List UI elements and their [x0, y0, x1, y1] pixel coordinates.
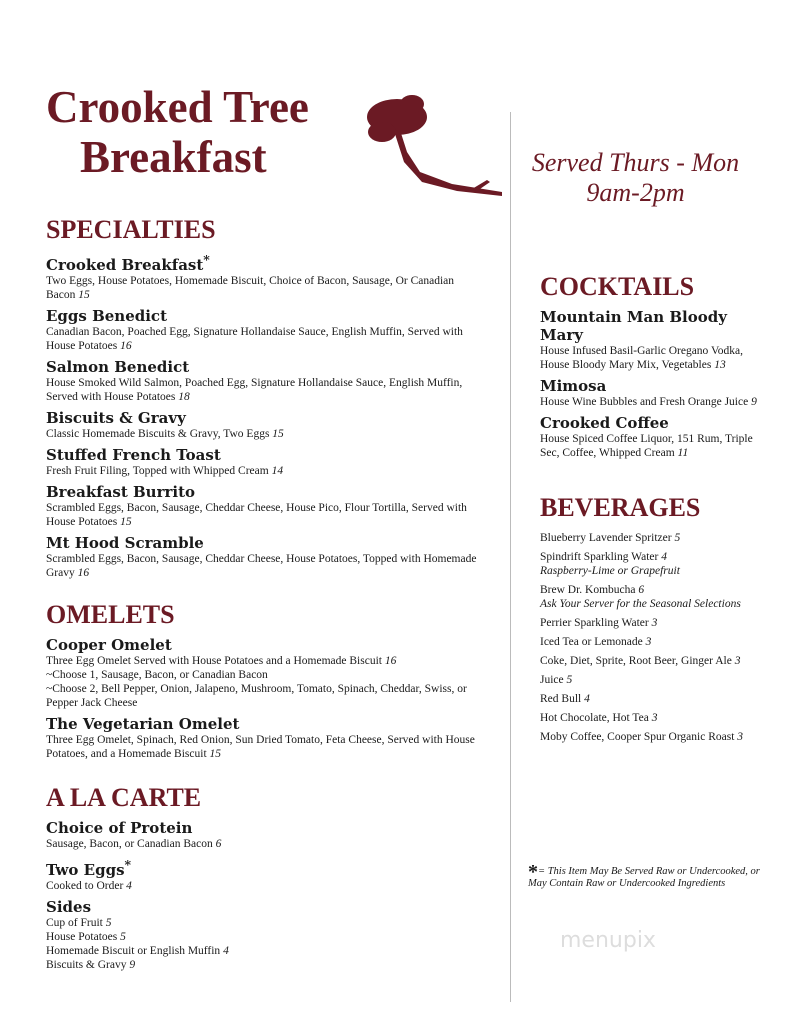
item-name: Eggs Benedict — [46, 307, 167, 325]
item-description: Two Eggs, House Potatoes, Homemade Biscuit, Choice of Bacon, Sausage, Or Canadian Bacon 15 — [46, 275, 455, 301]
item-price: 3 — [645, 636, 652, 648]
beverage-item: Blueberry Lavender Spritzer 5 — [540, 532, 681, 544]
asterisk: * — [203, 252, 210, 267]
item-description: Cooked to Order 4 — [46, 880, 132, 892]
item-price: 9 — [129, 959, 136, 971]
menu-title — [46, 82, 309, 182]
side-item: Biscuits & Gravy 9 — [46, 959, 136, 971]
item-description: Canadian Bacon, Poached Egg, Signature Hollandaise Sauce, English Muffin, Served with House Potatoes 16 — [46, 326, 463, 352]
section-heading: SPECIALTIES — [46, 215, 216, 244]
item-description: Three Egg Omelet Served with House Potatoes and a Homemade Biscuit 16 — [46, 655, 397, 667]
menu-item — [46, 409, 486, 441]
menu-item-sides — [46, 898, 486, 972]
item-price: 5 — [120, 931, 126, 943]
item-price: 16 — [120, 340, 132, 352]
item-description: Classic Homemade Biscuits & Gravy, Two Eggs 15 — [46, 428, 284, 440]
beverage-item: Juice 5 — [540, 674, 573, 686]
cocktails-section — [540, 272, 770, 465]
item-description: House Smoked Wild Salmon, Poached Egg, Signature Hollandaise Sauce, English Muffin, Served with House Potatoes 18 — [46, 377, 463, 403]
item-name: Two Eggs* — [46, 857, 132, 879]
item-name: Cooper Omelet — [46, 636, 172, 654]
item-price: 13 — [714, 359, 726, 371]
item-description: Fresh Fruit Filing, Topped with Whipped Cream 14 — [46, 465, 284, 477]
title-line-1: Crooked Tree — [46, 82, 309, 132]
menu-item — [540, 308, 770, 372]
menu-item — [46, 534, 486, 580]
item-price: 4 — [126, 880, 132, 892]
item-price: 15 — [209, 748, 222, 760]
item-name: Mt Hood Scramble — [46, 534, 204, 552]
menu-item — [46, 446, 486, 478]
beverage-item: Moby Coffee, Cooper Spur Organic Roast 3 — [540, 731, 744, 743]
beverage-item: Red Bull 4 — [540, 693, 590, 705]
item-price: 6 — [638, 584, 645, 596]
menu-item — [46, 856, 486, 893]
item-price: 5 — [105, 917, 112, 929]
watermark: menupix — [560, 928, 656, 953]
menu-item — [540, 377, 770, 409]
item-price: 16 — [77, 567, 90, 579]
item-description: House Wine Bubbles and Fresh Orange Juice 9 — [540, 396, 757, 408]
beverage-note: Ask Your Server for the Seasonal Selections — [540, 598, 741, 610]
item-price: 15 — [272, 428, 284, 440]
item-price: 4 — [584, 693, 590, 705]
item-option: ~Choose 1, Sausage, Bacon, or Canadian Bacon — [46, 669, 268, 681]
side-item: House Potatoes 5 — [46, 931, 126, 943]
menu-item — [540, 414, 770, 460]
item-price: 3 — [651, 617, 658, 629]
item-price: 16 — [384, 655, 397, 667]
a-la-carte-section — [46, 783, 486, 977]
served-hours: 9am-2pm — [586, 178, 685, 207]
item-price: 3 — [651, 712, 658, 724]
section-heading: BEVERAGES — [540, 493, 701, 522]
item-price: 6 — [215, 838, 222, 850]
asterisk: * — [124, 857, 132, 872]
item-price: 5 — [674, 532, 681, 544]
specialties-section — [46, 215, 486, 585]
raw-food-footnote: *= This Item May Be Served Raw or Undercooked, or May Contain Raw or Undercooked Ingredients — [528, 861, 760, 889]
item-name: Crooked Coffee — [540, 414, 669, 432]
item-price: 4 — [223, 945, 229, 957]
menu-item — [46, 358, 486, 404]
menu-item — [46, 307, 486, 353]
item-name: The Vegetarian Omelet — [46, 715, 240, 733]
menu-item — [46, 715, 486, 761]
item-name: Biscuits & Gravy — [46, 409, 186, 427]
item-name: Stuffed French Toast — [46, 446, 221, 464]
item-price: 15 — [78, 289, 90, 301]
beverage-item: Coke, Diet, Sprite, Root Beer, Ginger Ale 3 — [540, 655, 741, 667]
asterisk: * — [528, 861, 538, 883]
menu-item — [46, 251, 486, 302]
item-price: 5 — [566, 674, 573, 686]
beverage-note: Raspberry-Lime or Grapefruit — [540, 565, 680, 577]
omelets-section — [46, 600, 486, 766]
item-name: Choice of Protein — [46, 819, 193, 837]
item-name: Crooked Breakfast* — [46, 252, 210, 274]
menu-item — [46, 819, 486, 851]
item-price: 11 — [677, 447, 689, 459]
beverage-item: Perrier Sparkling Water 3 — [540, 617, 658, 629]
item-description: Scrambled Eggs, Bacon, Sausage, Cheddar Cheese, House Pico, Flour Tortilla, Served with House Potatoes 15 — [46, 502, 467, 528]
section-heading: COCKTAILS — [540, 272, 695, 301]
beverage-item: Brew Dr. Kombucha 6 Ask Your Server for the Seasonal Selections — [540, 583, 780, 611]
item-name: Mimosa — [540, 377, 607, 395]
column-divider — [510, 112, 511, 1002]
beverages-section — [540, 493, 780, 749]
item-description: House Spiced Coffee Liquor, 151 Rum, Triple Sec, Coffee, Whipped Cream 11 — [540, 433, 753, 459]
section-heading: OMELETS — [46, 600, 175, 629]
title-line-2: Breakfast — [80, 132, 267, 182]
served-days: Served Thurs - Mon — [531, 148, 740, 177]
item-description: Sausage, Bacon, or Canadian Bacon 6 — [46, 838, 222, 850]
side-item: Homemade Biscuit or English Muffin 4 — [46, 945, 229, 957]
item-price: 14 — [271, 465, 284, 477]
item-price: 3 — [737, 731, 744, 743]
menu-item — [46, 636, 486, 710]
side-item: Cup of Fruit 5 — [46, 917, 112, 929]
beverage-item: Iced Tea or Lemonade 3 — [540, 636, 652, 648]
item-option: ~Choose 2, Bell Pepper, Onion, Jalapeno, Mushroom, Tomato, Spinach, Cheddar, Swiss, or Pepper Jack Cheese — [46, 683, 467, 709]
menu-item — [46, 483, 486, 529]
crooked-tree-logo-icon — [362, 92, 507, 202]
item-name: Salmon Benedict — [46, 358, 190, 376]
beverage-item: Spindrift Sparkling Water 4 Raspberry-Lime or Grapefruit — [540, 550, 780, 578]
item-price: 9 — [751, 396, 757, 408]
item-price: 18 — [178, 391, 190, 403]
hours-info — [528, 148, 743, 208]
item-description: Scrambled Eggs, Bacon, Sausage, Cheddar Cheese, House Potatoes, Topped with Homemade Gravy 16 — [46, 553, 477, 579]
beverage-item: Hot Chocolate, Hot Tea 3 — [540, 712, 658, 724]
item-price: 15 — [120, 516, 132, 528]
item-name: Sides — [46, 898, 92, 916]
item-price: 4 — [661, 551, 667, 563]
item-price: 3 — [734, 655, 741, 667]
item-name: Mountain Man Bloody Mary — [540, 308, 727, 344]
section-heading: A LA CARTE — [46, 783, 202, 812]
item-description: House Infused Basil-Garlic Oregano Vodka, House Bloody Mary Mix, Vegetables 13 — [540, 345, 744, 371]
item-name: Breakfast Burrito — [46, 483, 196, 501]
item-description: Three Egg Omelet, Spinach, Red Onion, Sun Dried Tomato, Feta Cheese, Served with House Potatoes, and a Homemade Biscuit 15 — [46, 734, 475, 760]
